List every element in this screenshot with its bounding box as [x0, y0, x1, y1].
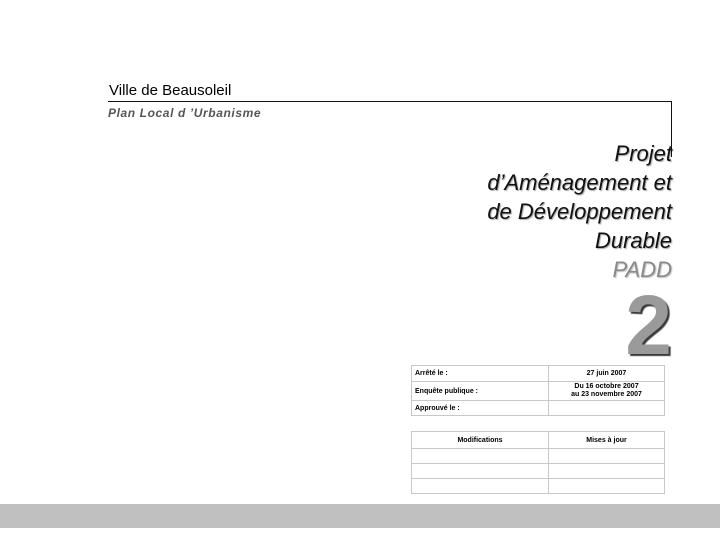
footer-bar [0, 504, 720, 528]
table-cell [412, 464, 549, 479]
document-number: 2 [625, 278, 672, 372]
city-name: Ville de Beausoleil [109, 82, 232, 99]
title-line-4: Durable [594, 228, 672, 253]
title-line-2: d’Aménagement et [487, 170, 672, 195]
table-cell-label: Enquête publique : [412, 382, 549, 401]
table-cell [412, 449, 549, 464]
table-cell [412, 479, 549, 494]
table-cell-value [549, 401, 665, 416]
table-row [412, 366, 665, 382]
title-line-3: de Développement [487, 199, 672, 224]
table-cell-value: 27 juin 2007 [549, 366, 665, 382]
approval-table [411, 365, 665, 416]
header-rule [108, 101, 672, 102]
table-row [412, 449, 665, 464]
modifications-table [411, 431, 665, 494]
title-line-1: Projet [614, 141, 672, 166]
table-cell-label: Arrêté le : [412, 366, 549, 382]
table-cell-value [549, 382, 665, 401]
table-row [412, 382, 665, 401]
table-row [412, 464, 665, 479]
document-subtitle: Plan Local d ’Urbanisme [108, 106, 262, 120]
column-header-modifications: Modifications [412, 432, 549, 449]
table-cell-value-line: au 23 novembre 2007 [571, 391, 642, 398]
title-acronym: PADD [612, 257, 672, 282]
table-header-row [412, 432, 665, 449]
table-cell [549, 464, 665, 479]
table-row [412, 401, 665, 416]
column-header-updates: Mises à jour [549, 432, 665, 449]
table-cell-label: Approuvé le : [412, 401, 549, 416]
table-cell [549, 479, 665, 494]
table-row [412, 479, 665, 494]
table-cell [549, 449, 665, 464]
table-cell-value-line: Du 16 octobre 2007 [574, 383, 639, 390]
